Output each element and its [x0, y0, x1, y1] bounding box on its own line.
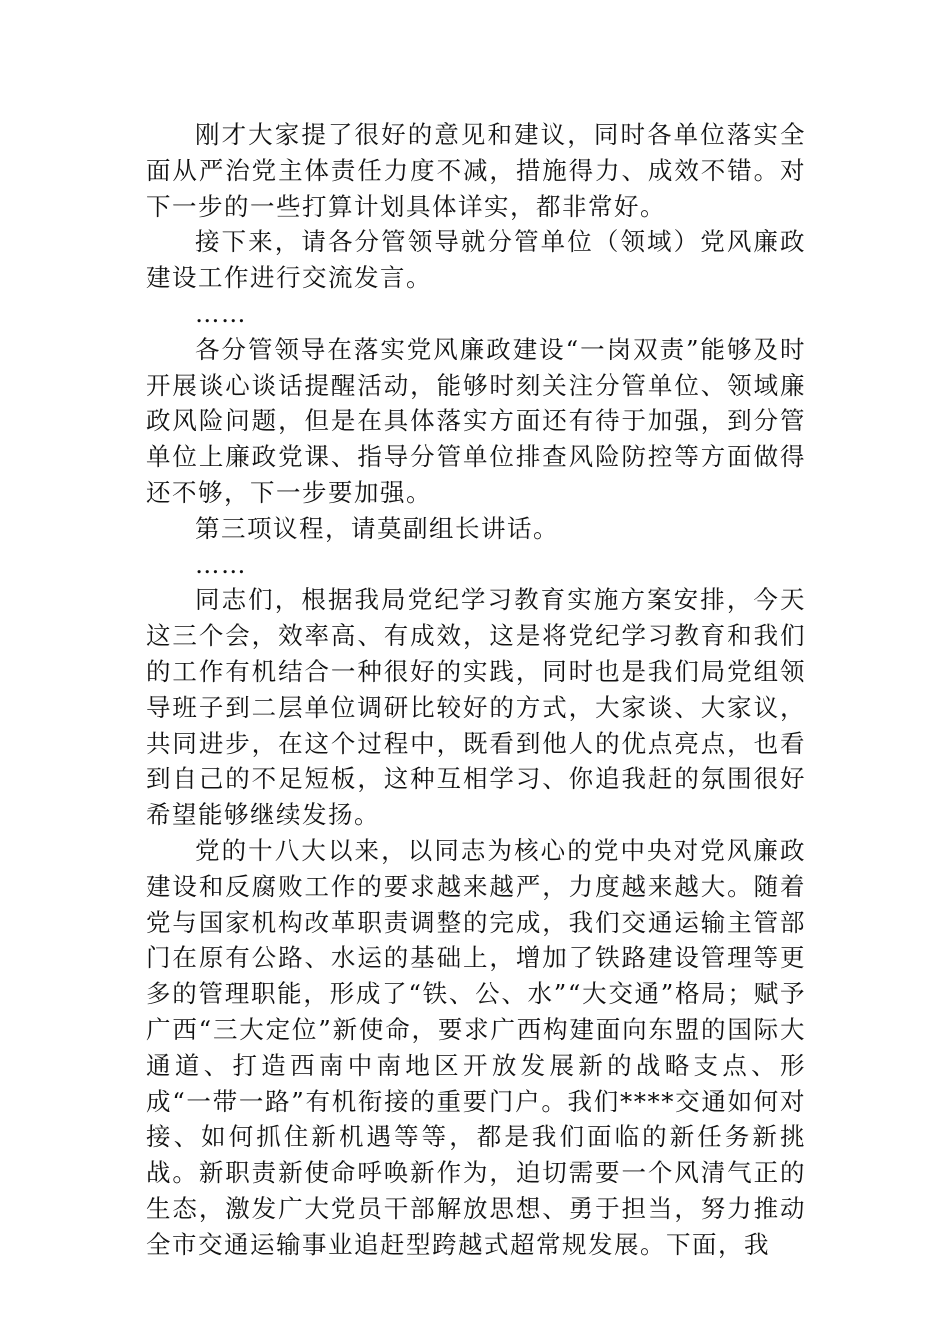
ellipsis-2: …… [195, 549, 247, 579]
paragraph-6: 党的十八大以来，以同志为核心的党中央对党风廉政建设和反腐败工作的要求越来越严，力度越来越大。随着党与国家机构改革职责调整的完成，我们交通运输主管部门在原有公路、水运的基础上，增加了铁路建设管理等更多的管理职能，形成了“铁、公、水”“大交通”格局；赋予广西“三大定位”新使命，要求广西构建面向东盟的国际大通道、打造西南中南地区开放发展新的战略支点、形成“一带一路”有机衔接的重要门户。我们****交通如何对接、如何抓住新机遇等等，都是我们面临的新任务新挑战。新职责新使命呼唤新作为，迫切需要一个风清气正的生态，激发广大党员干部解放思想、勇于担当，努力推动全市交通运输事业追赶型跨越式超常规发展。下面，我 [146, 835, 806, 1259]
paragraph-4: 第三项议程，请莫副组长讲话。 [195, 513, 559, 543]
paragraph-3: 各分管领导在落实党风廉政建设“一岗双责”能够及时开展谈心谈话提醒活动，能够时刻关注分管单位、领域廉政风险问题，但是在具体落实方面还有待于加强，到分管单位上廉政党课、指导分管单位排查风险防控等方面做得还不够，下一步要加强。 [146, 334, 806, 507]
paragraph-5: 同志们，根据我局党纪学习教育实施方案安排，今天这三个会，效率高、有成效，这是将党纪学习教育和我们的工作有机结合一种很好的实践，同时也是我们局党组领导班子到二层单位调研比较好的方式，大家谈、大家议，共同进步，在这个过程中，既看到他人的优点亮点，也看到自己的不足短板，这种互相学习、你追我赶的氛围很好希望能够继续发扬。 [146, 585, 806, 830]
paragraph-2: 接下来，请各分管领导就分管单位（领域）党风廉政建设工作进行交流发言。 [146, 227, 806, 293]
document-body [146, 117, 806, 1263]
paragraph-1: 刚才大家提了很好的意见和建议，同时各单位落实全面从严治党主体责任力度不减，措施得力、成效不错。对下一步的一些打算计划具体详实，都非常好。 [146, 120, 806, 221]
ellipsis-1: …… [195, 298, 247, 328]
